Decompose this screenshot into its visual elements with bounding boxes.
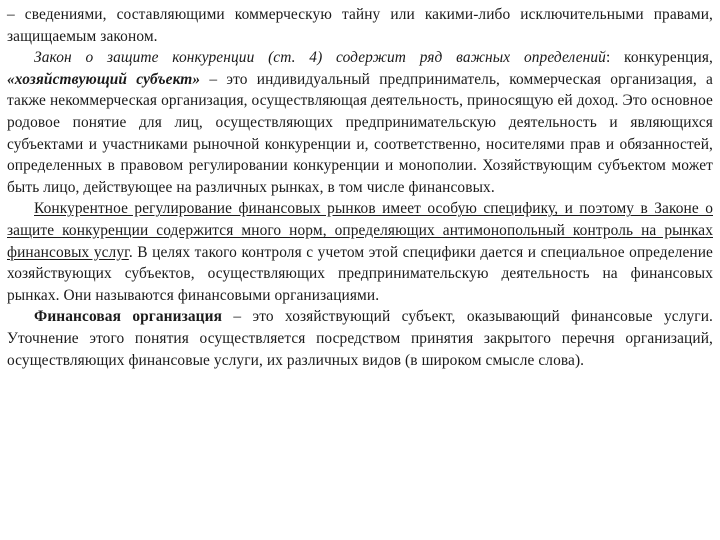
paragraph-3-text: . В целях такого контроля с учетом этой специфики дается и специальное определение хозяйствующих субъектов, осуществляющих предпринимательскую деятельность на финансовых рынках. Они называются финансовыми организациями. xyxy=(7,243,713,304)
underlined-statement: Конкурентное регулирование финансовых рынков имеет особую специфику, и поэтому в Законе о защите конкуренции содержится много норм, определяющих антимонопольный контроль на рынках финансовых услуг xyxy=(7,200,713,261)
paragraph-3 xyxy=(7,198,713,306)
term-economic-entity: «хозяйствующий субъект» xyxy=(7,70,201,88)
paragraph-1 xyxy=(7,4,713,47)
paragraph-1-text: – сведениями, составляющими коммерческую тайну или какими-либо исключительными правами, защищаемым законом. xyxy=(7,6,713,45)
law-reference-italic: Закон о защите конкуренции (ст. 4) содержит ряд важных определений xyxy=(34,49,606,67)
paragraph-4-text: – это хозяйствующий субъект, оказывающий финансовые услуги. Уточнение этого понятия осуществляется посредством принятия закрытого перечня организаций, осуществляющих финансовые услуги, их различных видов (в широком смысле слова). xyxy=(7,308,713,369)
paragraph-4 xyxy=(7,306,713,371)
paragraph-2-text: – это индивидуальный предприниматель, коммерческая организация, а также некоммерческая организация, осуществляющая деятельность, приносящую ей доход. Это основное родовое понятие для лиц, осуществляющих предпринимательскую деятельность и являющихся субъектами и участниками рыночной конкуренции и, соответственно, носителями прав и обязанностей, определенных в правовом регулировании конкуренции и монополии. Хозяйствующим субъектом может быть лицо, действующее на различных рынках, в том числе финансовых. xyxy=(7,70,713,196)
paragraph-2-colon: : конкуренция, xyxy=(605,49,713,67)
paragraph-2 xyxy=(7,47,713,198)
term-financial-organization: Финансовая организация xyxy=(34,308,223,326)
